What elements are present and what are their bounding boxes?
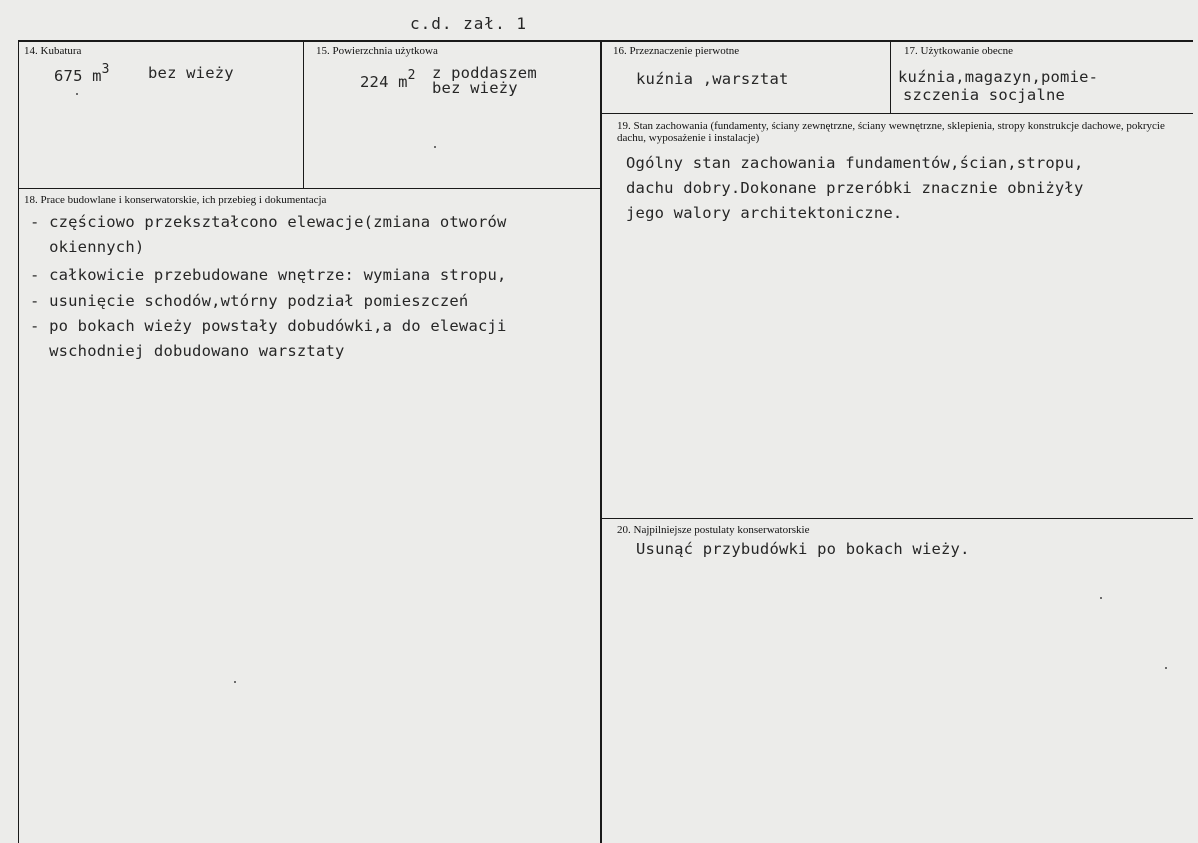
divider-16-17 <box>890 41 891 114</box>
field-15-note-line2: bez wieży <box>432 79 518 97</box>
field-20-label: 20. Najpilniejsze postulaty konserwatorskie <box>617 524 810 536</box>
rule-below-14-15 <box>18 188 601 189</box>
paper-speck <box>1165 667 1167 669</box>
field-14-note: bez wieży <box>148 64 234 82</box>
field-19-line-3: jego walory architektoniczne. <box>626 204 903 222</box>
field-19-label: 19. Stan zachowania (fundamenty, ściany zewnętrzne, ściany wewnętrzne, sklepienia, stropy konstrukcje dachowe, pokrycie dachu, wyposażenie i instalacje) <box>617 120 1165 144</box>
field-18-label: 18. Prace budowlane i konserwatorskie, ich przebieg i dokumentacja <box>24 194 327 206</box>
continuation-header: c.d. zał. 1 <box>410 14 527 33</box>
top-rule <box>18 40 1193 42</box>
rule-above-20 <box>601 518 1193 519</box>
cubature-value: 675 m <box>54 67 102 86</box>
paper-speck <box>234 681 236 683</box>
field-14-value <box>54 64 110 85</box>
field-15-label: 15. Powierzchnia użytkowa <box>316 45 438 57</box>
field-17-value-line2: szczenia socjalne <box>903 86 1066 104</box>
center-divider <box>600 41 602 843</box>
field-18-line-1: - częściowo przekształcono elewacje(zmiana otworów <box>30 213 507 231</box>
field-16-value: kuźnia ,warsztat <box>636 70 789 88</box>
usable-area-exponent: 2 <box>407 68 416 83</box>
paper-speck <box>434 146 436 148</box>
field-14-label: 14. Kubatura <box>24 45 82 57</box>
divider-14-15 <box>303 41 304 189</box>
field-15-note-line1: z poddaszem <box>432 64 537 82</box>
field-18-line-5: - po bokach wieży powstały dobudówki,a do elewacji <box>30 317 507 335</box>
paper-speck <box>76 93 78 95</box>
paper-speck <box>1100 597 1102 599</box>
usable-area-value: 224 m <box>360 73 408 92</box>
field-20-value: Usunąć przybudówki po bokach wieży. <box>636 540 970 558</box>
left-border <box>18 40 19 843</box>
field-17-value-line1: kuźnia,magazyn,pomie- <box>898 68 1099 86</box>
cubature-exponent: 3 <box>101 62 110 77</box>
field-19-line-2: dachu dobry.Dokonane przeróbki znacznie obniżyły <box>626 179 1084 197</box>
field-16-label: 16. Przeznaczenie pierwotne <box>613 45 740 57</box>
field-18-line-4: - usunięcie schodów,wtórny podział pomieszczeń <box>30 292 469 310</box>
field-17-label: 17. Użytkowanie obecne <box>904 45 1014 57</box>
field-15-value <box>360 70 416 91</box>
field-18-line-6: wschodniej dobudowano warsztaty <box>30 342 345 360</box>
field-18-line-2: okiennych) <box>30 238 145 256</box>
field-19-line-1: Ogólny stan zachowania fundamentów,ścian,stropu, <box>626 154 1084 172</box>
field-18-line-3: - całkowicie przebudowane wnętrze: wymiana stropu, <box>30 266 507 284</box>
rule-below-16-17 <box>601 113 1193 114</box>
